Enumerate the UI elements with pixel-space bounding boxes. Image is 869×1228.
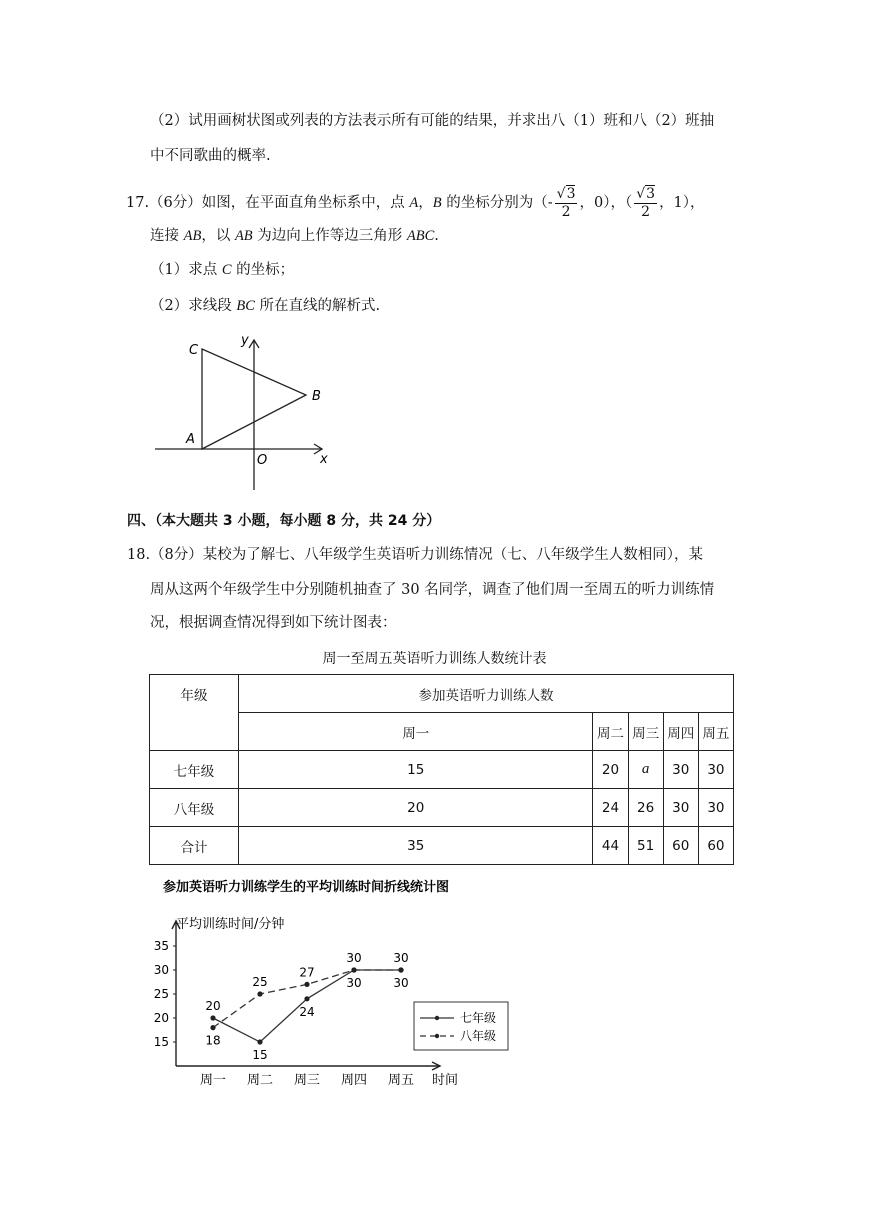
legend-marker <box>435 1034 439 1038</box>
data-label: 27 <box>299 965 315 980</box>
data-point <box>210 1025 215 1030</box>
grade-header: 年级 <box>150 675 239 751</box>
table-cell: 60 <box>698 827 733 865</box>
data-point <box>257 1039 262 1044</box>
day-header: 周三 <box>628 713 663 751</box>
triangle-figure <box>150 330 340 495</box>
data-point <box>398 967 403 972</box>
q17-part2: （2）求线段 BC 所在直线的解析式. <box>150 298 381 314</box>
day-header: 周四 <box>663 713 698 751</box>
data-label: 24 <box>299 1004 315 1019</box>
y-tick-label: 30 <box>153 963 169 977</box>
table-cell: 30 <box>663 789 698 827</box>
data-label: 15 <box>252 1048 268 1062</box>
data-point <box>304 982 309 987</box>
label-a: A <box>186 432 195 447</box>
group-header: 参加英语听力训练人数 <box>239 675 734 713</box>
q17-line2: 连接 AB，以 AB 为边向上作等边三角形 ABC. <box>150 228 439 244</box>
table-cell: 44 <box>593 827 628 865</box>
table-row <box>150 789 734 827</box>
day-header: 周二 <box>593 713 628 751</box>
table-cell: 60 <box>663 827 698 865</box>
stats-table <box>149 674 734 865</box>
table-cell: 30 <box>698 789 733 827</box>
q18-line1: 18.（8分）某校为了解七、八年级学生英语听力训练情况（七、八年级学生人数相同），某 <box>127 547 704 563</box>
chart-title: 参加英语听力训练学生的平均训练时间折线统计图 <box>163 880 450 895</box>
table-cell: 51 <box>628 827 663 865</box>
table-cell: a <box>628 751 663 789</box>
x-tick-label: 周二 <box>246 1073 274 1088</box>
table-cell: 15 <box>239 751 593 789</box>
data-label: 18 <box>205 1033 221 1048</box>
x-tick-label: 周一 <box>199 1073 227 1088</box>
x-tick-label: 周五 <box>387 1073 415 1088</box>
y-axis-label: 平均训练时间/分钟 <box>176 917 285 932</box>
q16-part2-line2: 中不同歌曲的概率. <box>150 148 271 164</box>
table-title: 周一至周五英语听力训练人数统计表 <box>322 651 547 667</box>
label-x: x <box>320 452 328 467</box>
table-header-row <box>150 675 734 713</box>
x-tick-label: 周三 <box>293 1073 321 1088</box>
q17-line1: 17.（6分）如图，在平面直角坐标系中，点 A，B 的坐标分别为（- $\frac{√3}{2}$ ，0），（ $\frac{√3}{2}$ ，1）， <box>126 186 705 220</box>
data-point <box>304 996 309 1001</box>
label-c: C <box>189 343 199 358</box>
data-label: 30 <box>346 951 362 965</box>
data-point <box>257 991 262 996</box>
legend-marker <box>435 1016 439 1020</box>
section4-title: 四、（本大题共 3 小题，每小题 8 分，共 24 分） <box>127 513 441 529</box>
legend-label: 八年级 <box>460 1029 497 1043</box>
data-label: 30 <box>346 976 362 990</box>
row-label: 七年级 <box>150 751 239 789</box>
row-label: 八年级 <box>150 789 239 827</box>
table-cell: 20 <box>593 751 628 789</box>
table-row <box>150 751 734 789</box>
q16-part2-line1: （2）试用画树状图或列表的方法表示所有可能的结果，并求出八（1）班和八（2）班抽 <box>150 113 715 129</box>
label-b: B <box>312 389 321 404</box>
fraction-neg-sqrt3-over-2: $\frac{√3}{2}$ <box>556 186 576 220</box>
table-cell: 26 <box>628 789 663 827</box>
data-label: 20 <box>205 999 221 1013</box>
q17-part1: （1）求点 C 的坐标； <box>150 262 295 278</box>
fraction-sqrt3-over-2: $\frac{√3}{2}$ <box>636 186 656 220</box>
table-cell: 20 <box>239 789 593 827</box>
y-tick-label: 20 <box>153 1011 169 1025</box>
data-label: 30 <box>393 951 409 965</box>
table-cell: 35 <box>239 827 593 865</box>
day-header: 周一 <box>239 713 593 751</box>
y-tick-label: 25 <box>153 987 169 1001</box>
label-o: O <box>257 453 268 468</box>
table-cell: 24 <box>593 789 628 827</box>
line-chart <box>150 876 570 1096</box>
table-cell: 30 <box>698 751 733 789</box>
table-row <box>150 827 734 865</box>
q18-line3: 况，根据调查情况得到如下统计图表： <box>150 615 397 631</box>
label-y: y <box>241 333 249 348</box>
data-point <box>351 967 356 972</box>
table-cell: 30 <box>663 751 698 789</box>
data-label: 25 <box>252 975 268 989</box>
y-tick-label: 35 <box>153 939 169 953</box>
data-label: 30 <box>393 976 409 990</box>
legend-label: 七年级 <box>460 1011 497 1025</box>
x-axis-label: 时间 <box>432 1073 459 1088</box>
day-header: 周五 <box>698 713 733 751</box>
x-tick-label: 周四 <box>340 1073 368 1088</box>
q18-line2: 周从这两个年级学生中分别随机抽查了 30 名同学，调查了他们周一至周五的听力训练情 <box>150 582 715 598</box>
data-point <box>210 1015 215 1020</box>
row-label: 合计 <box>150 827 239 865</box>
y-tick-label: 15 <box>153 1035 169 1049</box>
